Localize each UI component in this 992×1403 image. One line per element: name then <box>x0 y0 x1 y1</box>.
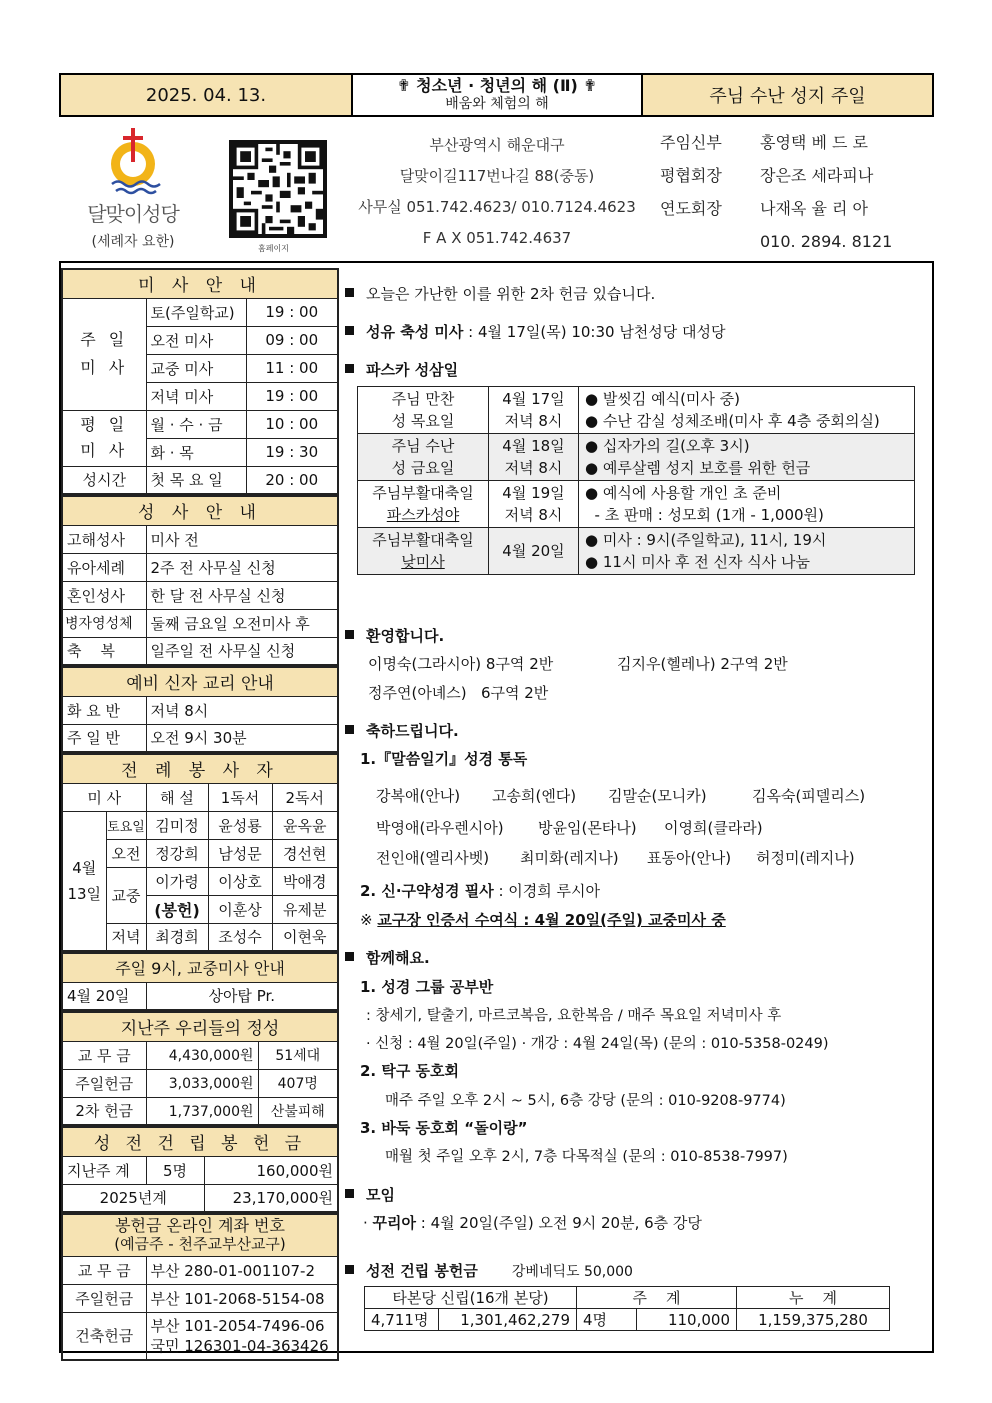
reader-1: 이훈상 <box>208 895 272 923</box>
homepage-qr-code[interactable] <box>229 140 327 238</box>
mass-table <box>61 268 339 495</box>
notice-paschal-triduum: 파스카 성삼일 <box>345 359 458 380</box>
staff-row <box>660 225 910 258</box>
staff-role <box>660 225 760 258</box>
liturgy-title: 전 례 봉 사 자 <box>62 754 338 783</box>
parish-patron: (세례자 요한) <box>91 234 175 250</box>
bullet-square-icon <box>345 326 354 335</box>
fund-col-total: 누 계 <box>737 1287 890 1309</box>
commentator: 이가령 <box>146 867 208 895</box>
account-label: 교 무 금 <box>62 1256 146 1284</box>
sacrament-label: 혼인성사 <box>62 581 146 609</box>
triduum-time: 4월 20일 <box>489 528 579 575</box>
commentator: 최경희 <box>146 923 208 951</box>
welcome-heading: 환영합니다. <box>345 625 444 646</box>
staff-role: 연도회장 <box>660 199 722 218</box>
reader-1: 조성수 <box>208 923 272 951</box>
year-theme-title: ✟ 청소년 · 청년의 해 (Ⅱ) ✟ <box>397 76 597 95</box>
moon-cross-icon <box>98 126 168 196</box>
catechumen-table <box>61 666 339 753</box>
mass-time: 09 : 00 <box>246 326 338 354</box>
col-reading1: 1독서 <box>208 783 272 811</box>
account-number: 국민 126301-04-363426 <box>150 1336 329 1355</box>
staff-row <box>660 159 910 192</box>
staff-name: 홍영택 베 드 로 <box>760 133 868 152</box>
fund-week-amount: 110,000 <box>637 1309 737 1331</box>
sacrament-table <box>61 495 339 666</box>
office-phone: 사무실 051.742.4623/ 010.7124.4623 <box>358 198 636 216</box>
mass-time: 19 : 30 <box>246 438 338 466</box>
offering-amount: 4,430,000원 <box>146 1041 258 1069</box>
bullet-square-icon <box>345 1265 354 1274</box>
table-tennis-detail: 매주 주일 오후 2시 ~ 5시, 6층 강당 (문의 : 010-9208-9774) <box>385 1093 786 1109</box>
address-line-1: 부산광역시 해운대구 <box>429 136 565 154</box>
construction-accounts <box>146 1312 338 1360</box>
offering-label: 2차 헌금 <box>62 1097 146 1125</box>
account-number: 부산 101-2054-7496-06 <box>150 1316 325 1335</box>
certificate-line: ※ 교구장 인증서 수여식 : 4월 20일(주일) 교중미사 중 <box>360 911 726 929</box>
catechumen-title: 예비 신자 교리 안내 <box>62 667 338 696</box>
congrats-name: 최미화(레지나) <box>520 849 619 867</box>
fax-number: F A X 051.742.4637 <box>422 229 572 247</box>
congrats-name: 방윤임(몬타나) <box>538 819 637 837</box>
account-title: 봉헌금 온라인 계좌 번호 <box>115 1216 285 1236</box>
class-label: 주 일 반 <box>62 724 146 752</box>
congrats-name: 김옥숙(피델리스) <box>752 787 866 805</box>
staff-row <box>660 192 910 225</box>
staff-row <box>660 126 910 159</box>
commentator: 김미정 <box>146 811 208 839</box>
mass-time: 10 : 00 <box>246 410 338 438</box>
account-title-cell <box>62 1214 338 1256</box>
mass-name: 저녁 미사 <box>146 382 246 410</box>
bullet-square-icon <box>345 364 354 373</box>
offering-label: 주일헌금 <box>62 1069 146 1097</box>
congrats-name: 전인애(엘리사벳) <box>376 849 490 867</box>
bible-study-detail: : 창세기, 탈출기, 마르코복음, 요한복음 / 매주 목요일 저녁미사 후 <box>366 1008 782 1024</box>
weekday-mass-label: 평 일 미 사 <box>62 410 146 466</box>
class-label: 화 요 반 <box>62 696 146 724</box>
congrats-name: 고송희(엔다) <box>492 787 577 805</box>
class-time: 오전 9시 30분 <box>146 724 338 752</box>
parish-address <box>352 130 642 254</box>
reader-1: 윤성룡 <box>208 811 272 839</box>
building-fund-table <box>61 1126 339 1213</box>
sunday-name: 주님 수난 성지 주일 <box>643 75 932 115</box>
bible-copy-line: 2. 신·구약성경 필사 : 이경희 루시아 <box>360 882 601 900</box>
offering-amount: 1,737,000원 <box>146 1097 258 1125</box>
offering-table <box>61 1011 339 1126</box>
triduum-row <box>358 387 915 434</box>
header-band <box>59 73 934 117</box>
reader-2: 경선현 <box>272 839 338 867</box>
fund-total-amount: 1,159,375,280 <box>737 1309 890 1331</box>
account-number: 부산 101-2068-5154-08 <box>146 1284 338 1312</box>
triduum-time: 4월 18일 저녁 8시 <box>489 434 579 481</box>
bullet-square-icon <box>345 288 354 297</box>
bulletin-date: 2025. 04. 13. <box>61 75 353 115</box>
reader-1: 이상호 <box>208 867 272 895</box>
bible-reading-title: 1.『말씀일기』성경 통독 <box>360 750 528 768</box>
building-year-amount: 23,170,000원 <box>204 1184 338 1212</box>
sunday-mass-label: 주 일 미 사 <box>62 298 146 410</box>
building-lastweek-amount: 160,000원 <box>204 1156 338 1184</box>
congrats-name: 박영애(라우렌시아) <box>376 819 504 837</box>
sacrament-label: 고해성사 <box>62 525 146 553</box>
building-lastweek-label: 지난주 계 <box>62 1156 146 1184</box>
mass-name: 오전 미사 <box>146 326 246 354</box>
parish-staff <box>660 126 910 258</box>
mass-slot: 저녁 <box>106 923 146 951</box>
triduum-row <box>358 481 915 528</box>
year-theme <box>353 75 643 115</box>
mass-time: 11 : 00 <box>246 354 338 382</box>
fund-week-count: 4명 <box>577 1309 637 1331</box>
holy-hour-label: 성시간 <box>62 466 146 494</box>
offering-note: 51세대 <box>258 1041 338 1069</box>
building-lastweek-count: 5명 <box>146 1156 204 1184</box>
mass-time: 19 : 00 <box>246 382 338 410</box>
reader-2: 이현욱 <box>272 923 338 951</box>
mass-slot: 교중 <box>106 867 146 923</box>
class-time: 저녁 8시 <box>146 696 338 724</box>
bullet-square-icon <box>345 952 354 961</box>
together-heading: 함께해요. <box>345 947 430 968</box>
building-fund-title: 성 전 건 립 봉 헌 금 <box>62 1127 338 1156</box>
mass-name: 교중 미사 <box>146 354 246 382</box>
mass-time: 19 : 00 <box>246 298 338 326</box>
welcome-name: 정주연(아녜스) 6구역 2반 <box>368 684 549 702</box>
offering-label: 교 무 금 <box>62 1041 146 1069</box>
mass-slot: 토요일 <box>106 811 146 839</box>
staff-phone: 010. 2894. 8121 <box>760 232 893 251</box>
baduk-detail: 매월 첫 주일 오후 2시, 7층 다목적실 (문의 : 010-8538-7997) <box>385 1149 788 1165</box>
commentator: 정강희 <box>146 839 208 867</box>
staff-role: 주임신부 <box>660 133 722 152</box>
account-table <box>61 1213 339 1361</box>
col-mass: 미 사 <box>62 783 146 811</box>
triduum-day: 주님부활대축일 낮미사 <box>358 528 489 575</box>
col-commentator: 해 설 <box>146 783 208 811</box>
reader-1: 남성문 <box>208 839 272 867</box>
congrats-name: 이영희(클라라) <box>664 819 763 837</box>
triduum-day: 주님 만찬 성 목요일 <box>358 387 489 434</box>
baduk-title: 3. 바둑 동호회 “돌이랑” <box>360 1119 528 1137</box>
sacrament-label: 유아세례 <box>62 553 146 581</box>
qr-caption: 홈페이지 <box>258 244 289 253</box>
sacrament-value: 둘째 금요일 오전미사 후 <box>146 609 338 637</box>
qr-code-icon <box>233 144 323 234</box>
meeting-line: · 꾸리아 : 4월 20일(주일) 오전 9시 20분, 6층 강당 <box>363 1214 702 1232</box>
reader-2: 박애경 <box>272 867 338 895</box>
offertory-label: (봉헌) <box>146 895 208 923</box>
bible-study-signup: · 신청 : 4월 20일(주일) · 개강 : 4월 24일(목) (문의 : 010-5358-0249) <box>366 1036 829 1052</box>
fund-other-count: 4,711명 <box>365 1309 439 1331</box>
sacrament-label: 축 복 <box>62 637 146 665</box>
mass-name: 월 · 수 · 금 <box>146 410 246 438</box>
congrats-name: 김말순(모니카) <box>608 787 707 805</box>
offering-note: 407명 <box>258 1069 338 1097</box>
triduum-items: ● 십자가의 길(오후 3시) ● 예루살렘 성지 보호를 위한 헌금 <box>579 434 915 481</box>
parish-logo <box>78 126 188 256</box>
flowers-provider: 상아탑 Pr. <box>146 982 338 1010</box>
building-year-label: 2025년계 <box>62 1184 204 1212</box>
triduum-day: 주님부활대축일 파스카성야 <box>358 481 489 528</box>
holy-hour-day: 첫 목 요 일 <box>146 466 246 494</box>
welcome-name: 김지우(헬레나) 2구역 2반 <box>617 655 788 673</box>
col-reading2: 2독서 <box>272 783 338 811</box>
staff-name: 장은조 세라피나 <box>760 166 874 185</box>
liturgy-table <box>61 753 339 952</box>
fund-col-other: 타본당 신립(16개 본당) <box>365 1287 577 1309</box>
triduum-time: 4월 19일 저녁 8시 <box>489 481 579 528</box>
mass-title: 미 사 안 내 <box>62 269 338 298</box>
fund-donor: 강베네딕도 50,000 <box>511 1264 633 1280</box>
fund-col-week: 주 계 <box>577 1287 737 1309</box>
congrats-name: 허정미(레지나) <box>756 849 855 867</box>
address-line-2: 달맞이길117번나길 88(중동) <box>399 167 595 185</box>
flowers-table <box>61 952 339 1011</box>
account-label: 주일헌금 <box>62 1284 146 1312</box>
sacrament-value: 미사 전 <box>146 525 338 553</box>
congrats-heading: 축하드립니다. <box>345 720 459 741</box>
left-column <box>61 268 337 1361</box>
offering-amount: 3,033,000원 <box>146 1069 258 1097</box>
triduum-time: 4월 17일 저녁 8시 <box>489 387 579 434</box>
meeting-heading: 모임 <box>345 1184 395 1205</box>
notice-second-collection: 오늘은 가난한 이를 위한 2차 헌금 있습니다. <box>345 283 655 304</box>
welcome-name: 이명숙(그라시아) 8구역 2반 <box>368 655 554 673</box>
sacrament-title: 성 사 안 내 <box>62 496 338 525</box>
congrats-name: 강복애(안나) <box>376 787 461 805</box>
staff-name: 나재옥 율 리 아 <box>760 199 868 218</box>
sacrament-value: 2주 전 사무실 신청 <box>146 553 338 581</box>
notice-chrism-mass: 성유 축성 미사 : 4월 17일(목) 10:30 남천성당 대성당 <box>345 321 726 342</box>
staff-role: 평협회장 <box>660 166 722 185</box>
bullet-square-icon <box>345 1189 354 1198</box>
account-number: 부산 280-01-001107-2 <box>146 1256 338 1284</box>
account-label: 건축헌금 <box>62 1312 146 1360</box>
mass-name: 토(주일학교) <box>146 298 246 326</box>
triduum-items: ● 미사 : 9시(주일학교), 11시, 19시 ● 11시 미사 후 전 신자 식사 나눔 <box>579 528 915 575</box>
bible-study-title: 1. 성경 그룹 공부반 <box>360 978 494 996</box>
table-tennis-title: 2. 탁구 동호회 <box>360 1062 460 1080</box>
liturgy-date: 4월 13일 <box>62 811 106 951</box>
triduum-row <box>358 528 915 575</box>
reader-2: 유제분 <box>272 895 338 923</box>
bullet-square-icon <box>345 630 354 639</box>
parish-name: 달맞이성당 <box>87 202 179 226</box>
triduum-row <box>358 434 915 481</box>
reader-2: 윤옥윤 <box>272 811 338 839</box>
fund-heading: 성전 건립 봉헌금 강베네딕도 50,000 <box>345 1260 633 1281</box>
account-holder: (예금주 - 천주교부산교구) <box>114 1235 286 1254</box>
bullet-square-icon <box>345 725 354 734</box>
offering-title: 지난주 우리들의 정성 <box>62 1012 338 1041</box>
fund-summary-table <box>364 1286 890 1331</box>
sacrament-label: 병자영성체 <box>62 609 146 637</box>
triduum-items: ● 발씻김 예식(미사 중) ● 수난 감실 성체조배(미사 후 4층 중회의실) <box>579 387 915 434</box>
triduum-table <box>357 386 915 575</box>
fund-other-amount: 1,301,462,279 <box>439 1309 577 1331</box>
triduum-day: 주님 수난 성 금요일 <box>358 434 489 481</box>
mass-name: 화 · 목 <box>146 438 246 466</box>
mass-slot: 오전 <box>106 839 146 867</box>
year-theme-subtitle: 배움와 체험의 해 <box>445 96 549 112</box>
congrats-name: 표동아(안나) <box>647 849 732 867</box>
flowers-title: 주일 9시, 교중미사 안내 <box>62 953 338 982</box>
sacrament-value: 한 달 전 사무실 신청 <box>146 581 338 609</box>
triduum-items: ● 예식에 사용할 개인 초 준비 - 초 판매 : 성모회 (1개 - 1,000원) <box>579 481 915 528</box>
flowers-date: 4월 20일 <box>62 982 146 1010</box>
holy-hour-time: 20 : 00 <box>246 466 338 494</box>
offering-note: 산불피해 <box>258 1097 338 1125</box>
sacrament-value: 일주일 전 사무실 신청 <box>146 637 338 665</box>
